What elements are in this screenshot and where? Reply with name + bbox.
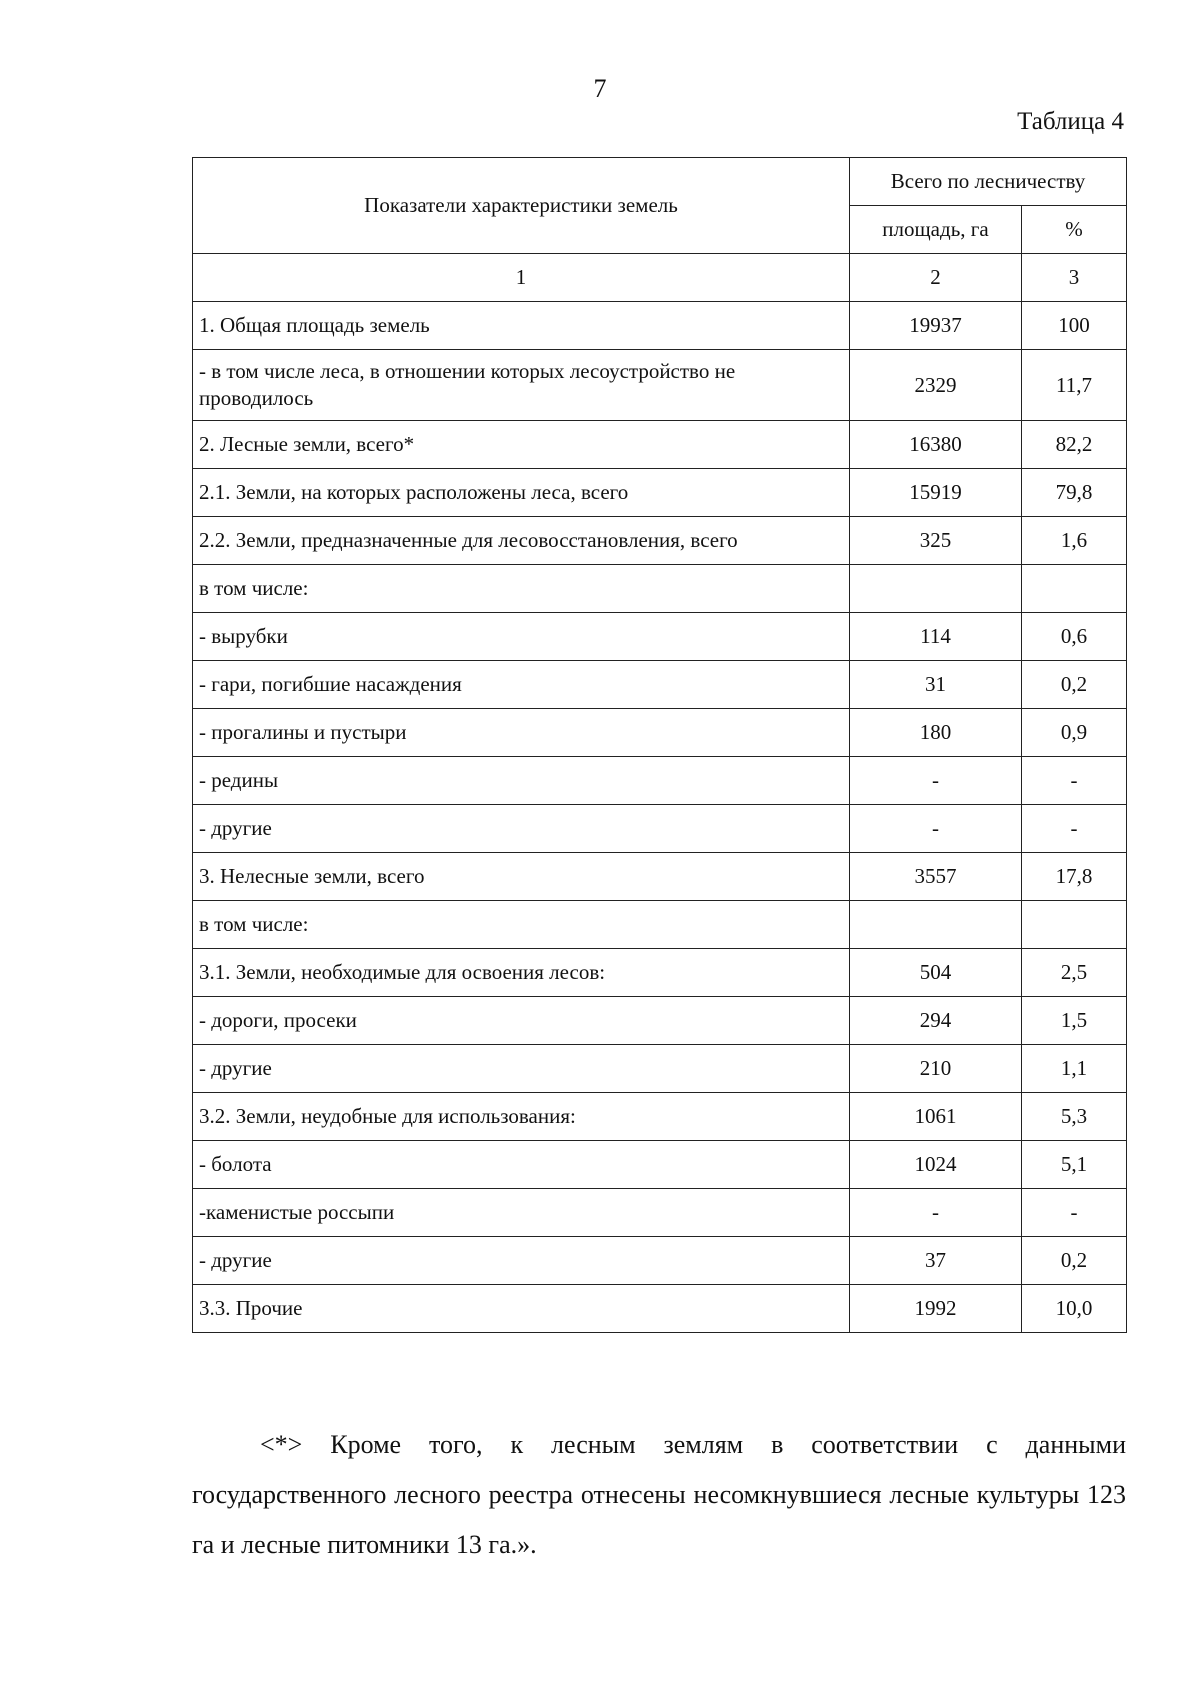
land-characteristics-table bbox=[192, 157, 1127, 1333]
row-label: - гари, погибшие насаждения bbox=[193, 661, 850, 709]
row-area: 31 bbox=[850, 661, 1022, 709]
row-area: 2329 bbox=[850, 350, 1022, 421]
header-group: Всего по лесничеству bbox=[850, 158, 1127, 206]
row-percent bbox=[1022, 901, 1127, 949]
table-row bbox=[193, 1189, 1127, 1237]
row-percent: 100 bbox=[1022, 302, 1127, 350]
row-label: 2. Лесные земли, всего* bbox=[193, 421, 850, 469]
row-percent: 0,2 bbox=[1022, 661, 1127, 709]
row-area: 325 bbox=[850, 517, 1022, 565]
row-percent: 17,8 bbox=[1022, 853, 1127, 901]
row-label: - болота bbox=[193, 1141, 850, 1189]
table-row bbox=[193, 613, 1127, 661]
col-number-1: 1 bbox=[193, 254, 850, 302]
col-number-2: 2 bbox=[850, 254, 1022, 302]
table-row bbox=[193, 1237, 1127, 1285]
row-percent: 5,1 bbox=[1022, 1141, 1127, 1189]
row-percent: 11,7 bbox=[1022, 350, 1127, 421]
row-percent: 82,2 bbox=[1022, 421, 1127, 469]
row-percent bbox=[1022, 565, 1127, 613]
footnote-text: <*> Кроме того, к лесным землям в соответствии с данными государственного лесного реестра отнесены несомкнувшиеся лесные культуры 123 га и лесные питомники 13 га.». bbox=[192, 1430, 1126, 1559]
table-row bbox=[193, 901, 1127, 949]
row-percent: 1,1 bbox=[1022, 1045, 1127, 1093]
row-percent: 10,0 bbox=[1022, 1285, 1127, 1333]
table-row bbox=[193, 517, 1127, 565]
table-row bbox=[193, 1285, 1127, 1333]
row-label: - другие bbox=[193, 1045, 850, 1093]
row-area bbox=[850, 565, 1022, 613]
row-area: - bbox=[850, 1189, 1022, 1237]
row-area: 114 bbox=[850, 613, 1022, 661]
row-area: 210 bbox=[850, 1045, 1022, 1093]
table-row bbox=[193, 469, 1127, 517]
row-percent: 0,6 bbox=[1022, 613, 1127, 661]
row-area: 19937 bbox=[850, 302, 1022, 350]
row-area: 1061 bbox=[850, 1093, 1022, 1141]
row-label: - вырубки bbox=[193, 613, 850, 661]
table-row bbox=[193, 1093, 1127, 1141]
row-label: 3.1. Земли, необходимые для освоения лесов: bbox=[193, 949, 850, 997]
row-area: 1024 bbox=[850, 1141, 1022, 1189]
row-area: 504 bbox=[850, 949, 1022, 997]
row-percent: 2,5 bbox=[1022, 949, 1127, 997]
footnote bbox=[192, 1420, 1126, 1570]
table-row bbox=[193, 421, 1127, 469]
table-row bbox=[193, 1141, 1127, 1189]
table-row bbox=[193, 805, 1127, 853]
row-label: -каменистые россыпи bbox=[193, 1189, 850, 1237]
row-area: 16380 bbox=[850, 421, 1022, 469]
row-area: 15919 bbox=[850, 469, 1022, 517]
row-area bbox=[850, 901, 1022, 949]
row-area: 294 bbox=[850, 997, 1022, 1045]
row-percent: 1,6 bbox=[1022, 517, 1127, 565]
row-label: 3. Нелесные земли, всего bbox=[193, 853, 850, 901]
col-number-3: 3 bbox=[1022, 254, 1127, 302]
row-area: 3557 bbox=[850, 853, 1022, 901]
table-row bbox=[193, 709, 1127, 757]
row-area: - bbox=[850, 757, 1022, 805]
row-percent: 5,3 bbox=[1022, 1093, 1127, 1141]
row-label: - в том числе леса, в отношении которых лесоустройство не проводилось bbox=[193, 350, 850, 421]
page-number: 7 bbox=[593, 74, 607, 103]
row-area: 37 bbox=[850, 1237, 1022, 1285]
row-label: - дороги, просеки bbox=[193, 997, 850, 1045]
row-area: 1992 bbox=[850, 1285, 1022, 1333]
table-caption: Таблица 4 bbox=[1017, 108, 1124, 135]
row-percent: 79,8 bbox=[1022, 469, 1127, 517]
table-row bbox=[193, 1045, 1127, 1093]
row-percent: - bbox=[1022, 805, 1127, 853]
header-percent: % bbox=[1022, 206, 1127, 254]
row-label: - редины bbox=[193, 757, 850, 805]
row-label: - другие bbox=[193, 1237, 850, 1285]
row-label: - другие bbox=[193, 805, 850, 853]
header-indicator: Показатели характеристики земель bbox=[193, 158, 850, 254]
row-label: в том числе: bbox=[193, 901, 850, 949]
row-percent: - bbox=[1022, 757, 1127, 805]
table-row bbox=[193, 997, 1127, 1045]
row-label: 2.1. Земли, на которых расположены леса, всего bbox=[193, 469, 850, 517]
row-area: - bbox=[850, 805, 1022, 853]
table-row bbox=[193, 661, 1127, 709]
row-label: 3.2. Земли, неудобные для использования: bbox=[193, 1093, 850, 1141]
header-area: площадь, га bbox=[850, 206, 1022, 254]
row-percent: 0,2 bbox=[1022, 1237, 1127, 1285]
table-row bbox=[193, 853, 1127, 901]
row-percent: 0,9 bbox=[1022, 709, 1127, 757]
row-label: - прогалины и пустыри bbox=[193, 709, 850, 757]
table-row bbox=[193, 350, 1127, 421]
table-row bbox=[193, 565, 1127, 613]
row-area: 180 bbox=[850, 709, 1022, 757]
row-percent: 1,5 bbox=[1022, 997, 1127, 1045]
table-row bbox=[193, 757, 1127, 805]
row-label: в том числе: bbox=[193, 565, 850, 613]
row-percent: - bbox=[1022, 1189, 1127, 1237]
table-row bbox=[193, 949, 1127, 997]
row-label: 3.3. Прочие bbox=[193, 1285, 850, 1333]
row-label: 1. Общая площадь земель bbox=[193, 302, 850, 350]
table-row bbox=[193, 302, 1127, 350]
row-label: 2.2. Земли, предназначенные для лесовосстановления, всего bbox=[193, 517, 850, 565]
